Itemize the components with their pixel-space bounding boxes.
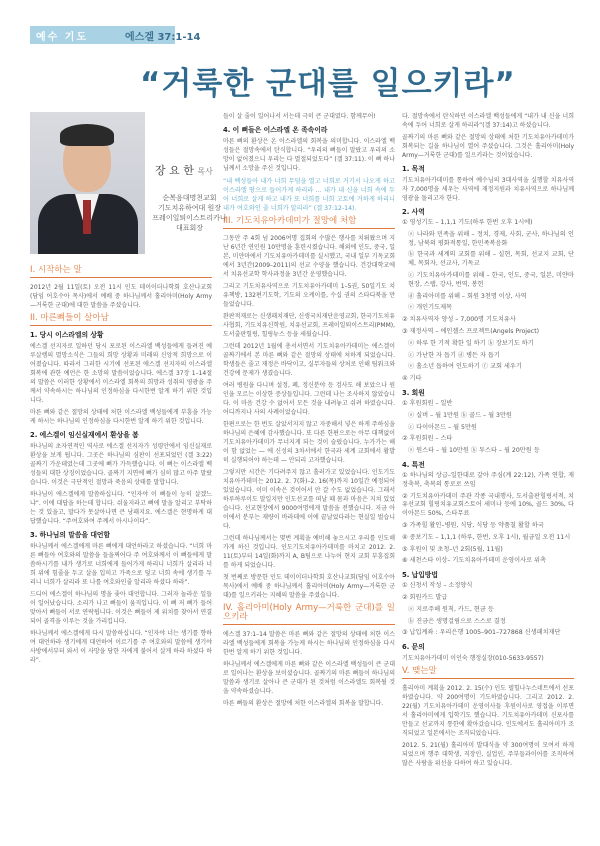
paragraph: 하나님이 에스겔에게 말씀하십니다. “인자야 이 뼈들이 능히 살겠느냐”. 이에 대답을 하는데 합니다. 쉬울지라고 뼈에 말을 알리고 부탁하는 것 있을고, 말다가 못살아나면 큰 낭패지요. 에스겔은 현명하게 대답했습니다. “주여호와여 주께서 아시나이다”. (30, 491, 212, 525)
section-heading: I. 시작하는 말 (30, 266, 212, 278)
paragraph: 들이 살 줄이 일어나서 서는데 극히 큰 군대였다. 함께무어! (223, 113, 376, 120)
affiliation: 프레이일퇴이스트리카나 (152, 214, 227, 222)
list-item: ⑤ 후원이 및 초청–년 2회(5월, 11월) (402, 545, 503, 553)
paragraph: 첫 번째로 방문한 인도 데이이더나학회 호산나교회(담임 어호수아 목사)에서 예배 중 하나님께서 홀리아미(Holy Army—거룩한 군대)를 일으키라는 지혜의 말씀을 주셨습니다. (223, 574, 395, 599)
list-item: ④ 중보기도 – 1,1,1 (하루, 한번, 오후 1시), 월금일 오전 11시 (402, 533, 571, 541)
scripture-quote: “내 백성들아 내가 너희 무덤을 열고 너희로 거기서 나오게 하고 이스라엘 땅으로 들어가게 하리라 … 내가 내 신을 너희 속에 두어 너희로 살게 하고 내가 또 너희를 너희 고토에 거하게 하리니 내가 여호와인 줄 너희가 알리라” (겔 37:12-14). (223, 178, 395, 212)
author-photo (30, 112, 145, 254)
list-item: ③ 가족힐 활인–병원, 식당, 식당 등 약품칠 활할 하국 (402, 521, 544, 529)
list-item: ⓑ 진금은 생명걸림으로 스스로 결정 (408, 617, 506, 625)
paragraph: 마른 뼈의 환상은 온 이스라엘의 회복을 의미합니다. 이스라엘 백성들은 절망속에서 탄식합니다. “우리의 뼈들이 말랐고 우리의 소망이 없어졌으니 우리는 다 멸절되었도다” (겔 37:11). 이 뼈 하나님께서 소망을 주신 것입니다. (223, 138, 395, 172)
subheading: 2. 사역 (402, 208, 425, 216)
list-item: ④ 기타 (402, 375, 422, 383)
subheading: 4. 이 뼈들은 이스라엘 온 족속이라 (223, 126, 328, 134)
list-item: ② 기도치유아카데미 주관 각종 국내행사, 도서출판힐링서적, 치유선교회 힐링치유교회스토어 세미나 등에 10%, 골드 30%, 다이아몬드 50%, 스타무료 (402, 492, 574, 518)
series-band (30, 26, 201, 44)
list-item: ⓑ 한국과 세계의 교회를 위해 – 실현, 목회, 선교지 교회, 단체, 목회자, 선교사, 기독교 (408, 251, 574, 268)
paragraph: 하나님께서 에스겔에게 마른 뼈와 같은 이스라엘 백성들이 큰 군대로 일어나는 환상을 보이셨습니다. 골짜기의 마른 뼈들이 하나님의 말씀과 생기로 살아나 큰 군대가 된 것처럼 이스라엘도 회복될 것을 약속하셨습니다. (223, 661, 395, 695)
subheading: 1. 목적 (402, 165, 425, 173)
list-item: ① 후원회원 – 일반 (402, 399, 453, 407)
list-item: ② 회원카드 발급 (402, 593, 448, 601)
paragraph: 여러 병원을 다니며 설정, 폐, 정신분야 등 검사도 해 보았으나 원인을 모르는 이상한 증상들입니다. 그런데 나는 조사하지 않았습니다. 이 마음 건강 수 없어서 모든 것을 내려놓고 쉬려 하였습니다. 어디까지나 사의 사례이었습니다. (223, 382, 395, 416)
list-item: ② 치유사역자 양성 – 7,000명 기도치유사 (402, 316, 516, 324)
subheading: 5. 납입방법 (402, 571, 438, 580)
paragraph: 한편으로는 한 번도 살았서지지 않고 자중해서 넣은 하게 주하심을 하나님의 은혜에 감사했습니다. 또 다른 한편으로는 아무 대책없이 기도치유아카데미가 무너지게 되는 것이 슬펐습니다. 누가가는 해이 함 없었는 — 에 신성의 3차서에서 한국과 세계 교회에서 활발히 실행되어야 하는데 — 안되리 고자했습니다. (223, 421, 395, 464)
paragraph: 그리고 기도치유사역으로 기도치유아카데미 1–5권, 50일기도 치유책방, 132편기도학, 기도의 오케이를, 수십 권의 스타디북을 만들었습니다. (223, 283, 395, 308)
column-2 (223, 112, 395, 711)
paragraph: 2012. 5. 21(월) 홀리아미 발대식을 약 300여명이 모여서 하게 되었으며 행주 대학생, 직장인, 실업인, 주부들과이어를 조직하여 많은 사람을 위선을 다하여 하고 있습니다. (402, 742, 574, 768)
list-item: ⓐ 나라와 민족을 위해 – 정치, 경제, 사회, 군사, 하나님의 인정, 남북의 평화적통일, 한민족복음화 (408, 230, 574, 247)
paragraph: 골짜기의 마른 뼈와 같은 절망의 상태에 처한 기도치유아카데미가 회복되는 길을 하나님이 열어 주셨습니다. 그것은 홀리아미(Holy Army—거룩한 군대)를 일으키라는 것이었습니다. (402, 134, 574, 159)
subheading: 6. 문의 (402, 643, 425, 652)
section-heading: IV. 홀리아미(Holy Army—거룩한 군대)를 일으키라 (223, 604, 395, 625)
section-heading: II. 마른뼈들이 살아남 (30, 314, 212, 326)
paragraph: 그렇지만 시간은 기다려주지 않고 흘러가고 있었습니다. 인도기도치유아카데미는 2012. 2. 7(화)–2. 16(목)까지 10일간 예정되어 있었습니다. 이미 이속은 것이어서 안 갈 수도 없었습니다. 그래서 하루하루이도 말일지만 인도선교를 떠날 때 몸과 마음은 지쳐 있었습니다. 선교현장에서 9000여명에게 말씀을 전했습니다. 지금 아이에서 분부는 재량이 바라데에 이에 끝날었다라는 현실일 벌습니다. (223, 469, 395, 530)
author-role: 목사 (197, 167, 213, 176)
subheading: 3. 하나님의 말씀을 대언함 (30, 531, 111, 539)
column-3 (402, 112, 574, 771)
paragraph: 에스겔 37:1–14 말씀은 마른 뼈와 같은 절망의 상태에 처한 이스라엘 백성들에게 회복을 가능케 하시는 하나님의 인정하심을 다시한번 알게 하기 위한 것입니다. (223, 631, 395, 656)
section-heading: V. 맺는말 (402, 667, 574, 679)
paragraph: 마른 뼈와 같은 절망의 상태에 처한 이스라엘 백성들에게 부흥을 가능케 하시는 하나님의 인정하심을 다시한번 알게 하기 위한 것입니다. (30, 409, 212, 425)
sermon-title: “거룩한 군대를 일으키라” (140, 66, 516, 102)
paragraph: 하나님의 초자연적인 역사로 에스겔 선지자가 성령안에서 임신실재로 환상을 보게 됩니다. 그곳은 하나님의 심판이 선포되었던 (겔 3:22) 골짜기 가운데였는데 그곳에 뼈가 가득했습니다. 이 뼈는 이스라엘 백성들의 대한 상징이었습니다. 골짜기 지면에 뼈가 심히 많고 아주 말랐습니다. 이것은 극단적인 절망과 죽음의 상태를 말합니다. (30, 443, 212, 486)
subheading: 4. 특전 (402, 460, 425, 469)
list-item: ⓔ 개인기도제목 (408, 304, 453, 312)
scripture-reference: 에스겔 37:1-14 (125, 32, 201, 43)
list-item: ⓐ 실버 – 월 1만원 ⓑ 골드 – 월 3만원 (408, 411, 512, 419)
paragraph: 에스겔 선지자로 일하던 당시 포로된 이스라엘 백성들에게 들려진 예루살렘의 멸망소식은 그들의 희망 상황과 미래의 신앙적 희망으로 이어졌습니다. 따라서 그러한 시기에 선포된 에스겔 선지자의 이스라엘 회복에 관한 예언은 한 소망의 말씀이었습니다. 에스겔 37장 1–14절의 말씀은 이러한 상황에서 이스라엘 회복의 희망과 성취의 영광을 주께서 약속하시는 하나님의 인정하심을 다시한번 알게 하기 위한 것입니다. (30, 343, 212, 404)
list-item: ⓒ 가난한 자 돕기 ⓓ 병든 자 돕기 (408, 351, 500, 359)
paragraph: 그런데 2012년 1월에 총서서면서 기도치유아카데미는 에스겔이 골짜기에서 본 마른 뼈와 같은 절망의 상태에 처하게 되었습니다. 학생들은 줄고 재정은 바닥이고, 실무자들의 상처로 인해 팀워크와 건강에 문제가 생겼습니다. (223, 343, 395, 377)
list-item: ① 신청서 작성 – 소정양식 (402, 582, 473, 590)
column-1 (30, 262, 212, 668)
paragraph: 하나님께서 에스겔에게 다시 말씀하십니다. “인자야 너는 생기를 향하여 대언하라 생기에게 대언하여 이르기를 주 여호와의 말씀에 생기야 사방에서부터 와서 이 사망을 당한 자에게 불어서 살게 하라 하셨다 하라”. (30, 630, 212, 664)
list-item: ⓐ 지로주해 원칙, 카드, 현금 등 (408, 605, 494, 613)
author-name (155, 162, 213, 178)
list-item: ⓐ 원스타 – 월 10만원 ⓑ 투스타 – 월 20만원 등 (408, 447, 540, 455)
affiliation: 대표회장 (175, 224, 204, 232)
paragraph: 드디어 에스겔이 하나님의 명을 좇아 대언합니다. 그러자 놀라운 일들이 일어났습니다. 소리가 나고 뼈들이 움직입니다. 이 뼈 저 뼈가 들어 맞아서 뼈들이 서로 연락됩니다. 이것은 뼈들이 제 위치를 찾아서 연결되어 골격을 이루는 것을 가리킵니다. (30, 591, 212, 625)
list-item: ② 후원회원 – 스타 (402, 435, 453, 443)
paragraph: 그런데 하나님께서는 몇번 계획을 예비해 놓으시고 우리를 인도해 가게 하신 것입니다. 인도기도치유아카데미를 마치고 2012. 2. 11(토)부터 14일(화)까지 A, B팀으로 나누어 현지 교회 부흥집회를 하게 되었습니다. (223, 535, 395, 569)
list-item: ① 하나님의 상급–일한대로 갚아 주심(계 22:12), 가족 연합, 재정축복, 축복의 통로로 쓰임 (402, 471, 574, 488)
list-item: ⑥ 세천스타 이상– 기도치유아카데미 운영이사로 위촉 (402, 557, 546, 565)
series-label: 예수 기도 (36, 32, 89, 43)
paragraph: 완판적재로는 신생패치재단, 신생국치재단운영교회, 한국기도치유사협회, 기도치유신학원, 치유선교회, 프레이일퇴이스트리(PMM), 도서출판힐링, 힐링뉴스 등을 세웠습니다. (223, 313, 395, 338)
subheading: 1. 당시 이스라엘의 상황 (30, 331, 104, 339)
section-heading: III. 기도치유아카데미가 절망에 처함 (223, 217, 395, 229)
list-item: ① 영성기도 – 1,1,1 기도(하루 한번 오후 1시에) (402, 219, 533, 226)
list-item: ⓒ 다이아몬드 – 월 5만원 (408, 423, 477, 431)
list-item: ③ 재정사역 – 에인젤스 프로젝트(Angels Project) (402, 327, 540, 335)
paragraph: 홀리아미 계획을 2012. 2. 15(수) 인도 델힐나누스네트에서 선포하였습니다. 약 200여명이 기도하였습니다. 그리고 2012. 2. 22(월) 기도치유아카데미 운영이사들 후원이사로 영접을 이루면서 홀리아미에게 입학기도 했습니다. 기도치유아카데미 신포사를 만들고 선교까지 통한에 확아갔습니다. 인도에서도 홀리아미가 조직되었고 일본에서는 조직되었습니다. (402, 685, 574, 738)
author-name-text: 장 요 한 (155, 164, 194, 177)
list-item: ⓓ 홀리아미를 위해 – 회원 3천명 이상, 사역 (408, 292, 527, 300)
paragraph: 하나님께서 에스겔에게 마른 뼈에게 대언하라고 하셨습니다. “너희 마른 뼈들아 여호와의 말씀을 들을찌어다 주 여호와께서 이 뼈들에게 말씀하시기를 내가 생기로 너희에게 들어가게 하리니 너희가 살리라 너희 위에 힘줄을 두고 살을 입히고 가죽으로 덮고 너희 속에 생기를 두리니 너희가 살리라 또 나를 여호와인줄 알리라 하셨다 하라”. (30, 543, 212, 586)
paragraph: 그동안 주 4회 넘 2006여명 집회의 수많은 행사를 치뤄왔으며 지난 6년간 연인원 10만명을 훈련시켰습니다. 해외에 인도, 중국, 일본, 미얀마에서 기도치유아카데미를 실시했고, 국내 일부 기독교회에서 3년간(2009–2011)의 선교 수양을 했습니다. 건강대학교에서 치유선교학 학사과정을 3년간 운영했습니다. (223, 235, 395, 278)
affiliation: 순복음대명천교회 (162, 194, 217, 202)
list-item: ③ 납입계좌 : 우리은행 1005–901–727868 신생패치재단 (402, 629, 561, 637)
list-item: ⓒ 기도치유아카데미를 위해 – 한국, 인도, 중국, 일본, 미얀마 현장, 스탭, 강사, 번역, 봉헌 (408, 271, 574, 288)
paragraph: 2012년 2월 11일(토) 오전 11시 인도 데이이더나학회 호산나교회(담임 어호수아 목사)에서 예배 중 하나님께서 홀리아미(Holy Army—거룩한 군대)에 대한 말씀을 주셨습니다. (30, 284, 212, 309)
affiliation: 기도치유하여대 원장 (157, 204, 222, 212)
subheading: 3. 회원 (402, 388, 425, 397)
list-item: ⓐ 하루 한 기적 확한 일 하기 ⓑ 장보기도 하기 (408, 339, 534, 347)
paragraph: 다. 절망속에서 탄식하던 이스라엘 백성들에게 “내가 내 신을 너희 속에 두어 너희로 살게 하리라”(겔 37:14)고 하셨습니다. (402, 113, 574, 129)
paragraph: 기도치유아카데미 이인숙 행정실장(010-5633-9557) (402, 655, 544, 663)
list-item: ⓔ 홀소년 돕하여 인도하기 ⓕ 교회 세우기 (408, 363, 522, 371)
paragraph: 마른 뼈들의 환상은 절망에 처한 이스라엘의 회복을 말합니다. (223, 700, 384, 707)
subheading: 2. 에스겔이 임신실재에서 환상을 봄 (30, 431, 139, 439)
paragraph: 기도치유아카데미를 통하여 예수님의 3대사역을 실행할 치유사역자 7,000명을 세우는 사역에 재정지원과 치유사역으로 하나님께 영광을 돌리고자 한다. (402, 177, 574, 202)
